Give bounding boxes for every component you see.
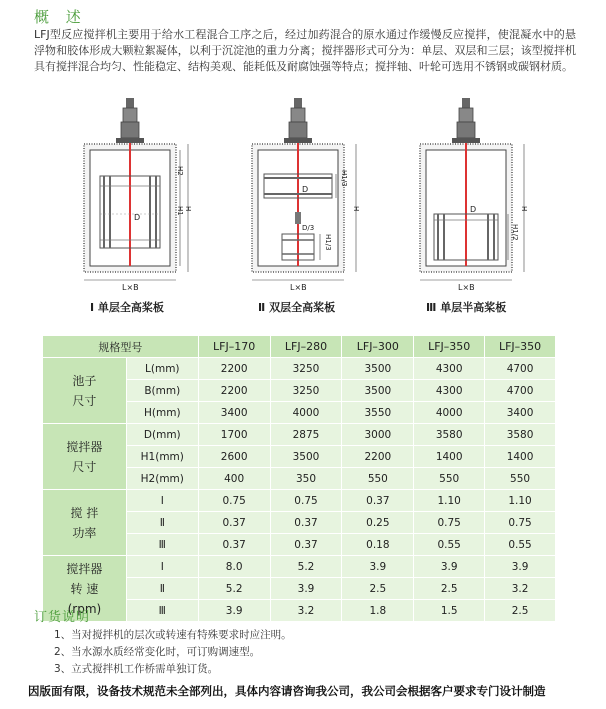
table-cell: 4700 [485, 358, 556, 380]
dim-h-label: H [184, 206, 192, 212]
table-cell: 3.2 [485, 578, 556, 600]
table-cell: 4300 [414, 380, 485, 402]
table-cell: 4000 [414, 402, 485, 424]
order-note-item: 2、当水源水质经常变化时，可订购调速型。 [54, 646, 261, 658]
table-row [43, 490, 556, 512]
diagram-single-full-paddle [78, 94, 198, 294]
table-cell: 550 [342, 468, 414, 490]
table-cell: 3.2 [270, 600, 342, 622]
spec-table-body [43, 336, 556, 622]
table-cell: 2200 [342, 446, 414, 468]
table-param: Ⅰ [126, 490, 198, 512]
table-header-label: 规格型号 [43, 336, 199, 358]
order-note-item: 1、当对搅拌机的层次或转速有特殊要求时应注明。 [54, 629, 292, 641]
table-cell: 5.2 [270, 556, 342, 578]
table-cell: 3.9 [270, 578, 342, 600]
table-row [43, 556, 556, 578]
dim-h1-label: H1 [176, 206, 184, 216]
table-cell: 3.9 [414, 556, 485, 578]
diagram-caption-1: Ⅰ 单层全高桨板 [90, 301, 164, 314]
table-cell: 2.5 [485, 600, 556, 622]
table-cell: 3250 [270, 358, 342, 380]
table-cell: 3580 [414, 424, 485, 446]
table-cell: 5.2 [198, 578, 270, 600]
spec-table [42, 335, 556, 622]
table-cell: 2875 [270, 424, 342, 446]
table-cell: 550 [485, 468, 556, 490]
table-cell: 0.37 [270, 534, 342, 556]
overview-title: 概 述 [34, 8, 87, 26]
dim-h13-upper-label: H1/3 [340, 170, 348, 187]
dim-h12-label: H1/2 [511, 224, 519, 241]
table-param: Ⅱ [126, 512, 198, 534]
diagram-caption-2: Ⅱ 双层全高桨板 [258, 301, 336, 314]
motor-drive-icon [116, 98, 144, 143]
table-header-model: LFJ–350 [414, 336, 485, 358]
table-header-model: LFJ–350 [485, 336, 556, 358]
table-header-model: LFJ–280 [270, 336, 342, 358]
table-cell: 0.37 [198, 534, 270, 556]
table-row [43, 424, 556, 446]
table-cell: 1.10 [485, 490, 556, 512]
table-row [43, 358, 556, 380]
table-cell: 3580 [485, 424, 556, 446]
table-header-model: LFJ–170 [198, 336, 270, 358]
table-cell: 3.9 [198, 600, 270, 622]
table-group-label: 搅拌器 转 速 (rpm) [43, 556, 127, 622]
table-cell: 350 [270, 468, 342, 490]
table-cell: 1700 [198, 424, 270, 446]
table-cell: 3.9 [485, 556, 556, 578]
table-cell: 0.37 [342, 490, 414, 512]
table-cell: 0.37 [270, 512, 342, 534]
table-param: D(mm) [126, 424, 198, 446]
dim-h2-label: H2 [176, 166, 184, 176]
order-notes-title: 订货说明 [34, 610, 91, 625]
table-cell: 3500 [342, 380, 414, 402]
table-cell: 3400 [198, 402, 270, 424]
table-cell: 0.75 [198, 490, 270, 512]
table-cell: 4300 [414, 358, 485, 380]
table-cell: 3500 [270, 446, 342, 468]
table-param: H2(mm) [126, 468, 198, 490]
table-param: Ⅲ [126, 534, 198, 556]
table-cell: 3400 [485, 402, 556, 424]
table-cell: 2600 [198, 446, 270, 468]
dim-d-label: D [134, 213, 141, 222]
table-cell: 1.10 [414, 490, 485, 512]
footer-note: 因版面有限，设备技术规范未全部列出，具体内容请咨询我公司，我公司会根据客户要求专门设计制造 [28, 684, 546, 698]
dim-d3-label: D/3 [302, 224, 315, 232]
dim-d-label: D [302, 185, 309, 194]
diagram-single-half-paddle [414, 94, 534, 294]
table-cell: 1.8 [342, 600, 414, 622]
table-cell: 3500 [342, 358, 414, 380]
table-cell: 3000 [342, 424, 414, 446]
table-cell: 1.5 [414, 600, 485, 622]
table-cell: 4700 [485, 380, 556, 402]
table-group-label: 池子 尺寸 [43, 358, 127, 424]
order-notes-list [54, 627, 292, 678]
overview-text: LFJ型反应搅拌机主要用于给水工程混合工序之后，经过加药混合的原水通过作缓慢反应搅拌，使混凝水中的悬浮物和胶体形成大颗粒絮凝体，以利于沉淀池的重力分离；搅拌器形式可分为：单层、双层和三层；该型搅拌机具有搅拌混合均匀、性能稳定、结构美观、能耗低及耐腐蚀强等特点；搅拌轴、叶轮可选用不锈钢或碳钢材质。 [34, 28, 576, 73]
table-param: Ⅰ [126, 556, 198, 578]
table-cell: 8.0 [198, 556, 270, 578]
table-cell: 0.55 [414, 534, 485, 556]
dim-h13-lower-label: H1/3 [324, 234, 332, 251]
table-param: H1(mm) [126, 446, 198, 468]
diagram-caption-3: Ⅲ 单层半高桨板 [426, 301, 507, 314]
motor-drive-icon [284, 98, 312, 143]
table-header-model: LFJ–300 [342, 336, 414, 358]
dim-lb-label: L×B [122, 283, 139, 292]
dim-h-label: H [352, 206, 360, 212]
table-param: L(mm) [126, 358, 198, 380]
dim-d-label: D [470, 205, 477, 214]
table-param: Ⅱ [126, 578, 198, 600]
dim-lb-label: L×B [458, 283, 475, 292]
table-cell: 0.25 [342, 512, 414, 534]
table-cell: 1400 [485, 446, 556, 468]
table-cell: 3250 [270, 380, 342, 402]
dim-h-label: H [520, 206, 528, 212]
table-cell: 0.75 [414, 512, 485, 534]
table-cell: 0.75 [485, 512, 556, 534]
table-param: H(mm) [126, 402, 198, 424]
table-param: Ⅲ [126, 600, 198, 622]
table-cell: 3550 [342, 402, 414, 424]
table-param: B(mm) [126, 380, 198, 402]
table-cell: 2.5 [414, 578, 485, 600]
table-cell: 2200 [198, 358, 270, 380]
table-cell: 0.18 [342, 534, 414, 556]
table-group-label: 搅 拌 功率 [43, 490, 127, 556]
table-cell: 4000 [270, 402, 342, 424]
motor-drive-icon [452, 98, 480, 143]
table-cell: 550 [414, 468, 485, 490]
table-cell: 400 [198, 468, 270, 490]
table-cell: 1400 [414, 446, 485, 468]
table-cell: 0.75 [270, 490, 342, 512]
diagram-double-full-paddle [246, 94, 366, 294]
table-cell: 2.5 [342, 578, 414, 600]
order-note-item: 3、立式搅拌机工作桥需单独订货。 [54, 663, 219, 675]
dim-lb-label: L×B [290, 283, 307, 292]
table-cell: 0.37 [198, 512, 270, 534]
table-cell: 0.55 [485, 534, 556, 556]
table-group-label: 搅拌器 尺寸 [43, 424, 127, 490]
table-cell: 3.9 [342, 556, 414, 578]
table-cell: 2200 [198, 380, 270, 402]
table-header-row [43, 336, 556, 358]
